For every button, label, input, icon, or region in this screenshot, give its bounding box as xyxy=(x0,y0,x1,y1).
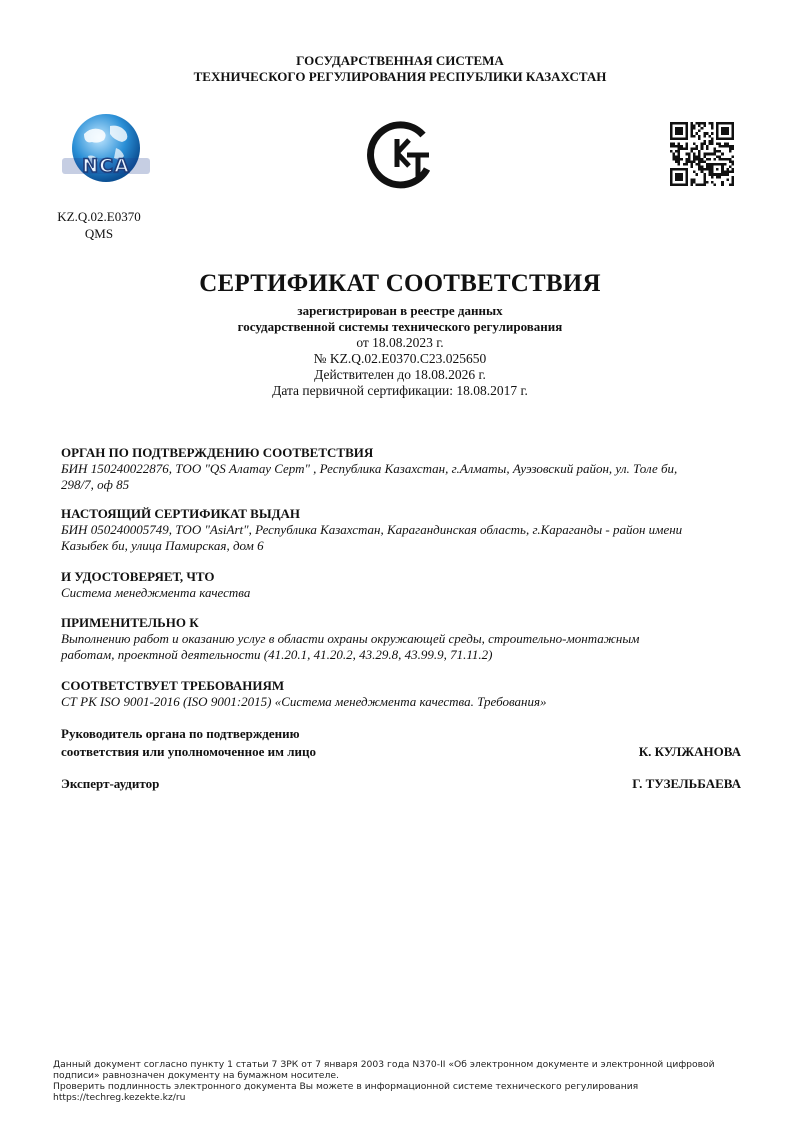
section-text-issued-to-2: Казыбек би, улица Памирская, дом 6 xyxy=(61,538,264,553)
section-heading-certifies: И УДОСТОВЕРЯЕТ, ЧТО xyxy=(61,569,215,584)
section-text-applicable-to-2: работам, проектной деятельности (41.20.1, 41.20.2, 43.29.8, 43.99.9, 71.11.2) xyxy=(61,647,493,662)
section-text-certifies: Система менеджмента качества xyxy=(61,585,251,600)
nca-globe-logo xyxy=(58,112,154,192)
header-line-2: ТЕХНИЧЕСКОГО РЕГУЛИРОВАНИЯ РЕСПУБЛИКИ КАЗАХСТАН xyxy=(193,69,607,84)
section-text-issued-to-1: БИН 050240005749, ТОО "AsiArt", Республика Казахстан, Карагандинская область, г.Караганды - район имени xyxy=(61,522,683,537)
certificate-date: от 18.08.2023 г. xyxy=(356,335,444,350)
first-certification-date: Дата первичной сертификации: 18.08.2017 г. xyxy=(272,383,528,398)
header-line-1: ГОСУДАРСТВЕННАЯ СИСТЕМА xyxy=(296,53,504,68)
qr-code xyxy=(670,122,734,186)
kt-conformity-mark xyxy=(363,117,437,191)
section-text-applicable-to-1: Выполнению работ и оказанию услуг в области охраны окружающей среды, строительно-монтажным xyxy=(61,631,640,646)
registered-line-1: зарегистрирован в реестре данных xyxy=(297,303,503,318)
expert-name: Г. ТУЗЕЛЬБАЕВА xyxy=(632,776,741,791)
section-heading-certification-body: ОРГАН ПО ПОДТВЕРЖДЕНИЮ СООТВЕТСТВИЯ xyxy=(61,445,374,460)
footer-line-1: Данный документ согласно пункту 1 статьи 7 ЗРК от 7 января 2003 года N370-II «Об электронном документе и электронной цифровой xyxy=(53,1059,715,1070)
section-heading-applicable-to: ПРИМЕНИТЕЛЬНО К xyxy=(61,615,199,630)
certificate-number: № KZ.Q.02.E0370.C23.025650 xyxy=(313,351,487,366)
registry-code: KZ.Q.02.E0370 xyxy=(57,209,141,224)
head-name: К. КУЛЖАНОВА xyxy=(638,744,741,759)
section-text-certification-body-2: 298/7, оф 85 xyxy=(61,477,130,492)
section-text-requirements: СТ РК ISO 9001-2016 (ISO 9001:2015) «Система менеджмента качества. Требования» xyxy=(61,694,547,709)
expert-role: Эксперт-аудитор xyxy=(61,776,160,791)
footer-line-2: подписи» равнозначен документу на бумажном носителе. xyxy=(53,1070,339,1081)
head-role-line-1: Руководитель органа по подтверждению xyxy=(61,726,300,741)
section-heading-issued-to: НАСТОЯЩИЙ СЕРТИФИКАТ ВЫДАН xyxy=(61,506,301,521)
section-heading-requirements: СООТВЕТСТВУЕТ ТРЕБОВАНИЯМ xyxy=(61,678,285,693)
nca-logo-text: NCA xyxy=(82,155,130,177)
section-text-certification-body-1: БИН 150240022876, ТОО "QS Алатау Серт" , Республика Казахстан, г.Алматы, Ауэзовский район, ул. Толе би, xyxy=(61,461,678,476)
registry-type: QMS xyxy=(84,226,114,241)
valid-until: Действителен до 18.08.2026 г. xyxy=(314,367,486,382)
registered-line-2: государственной системы технического регулирования xyxy=(237,319,563,334)
footer-line-3: Проверить подлинность электронного документа Вы можете в информационной системе технического регулирования xyxy=(53,1081,639,1092)
page-title: СЕРТИФИКАТ СООТВЕТСТВИЯ xyxy=(199,270,601,297)
head-role-line-2: соответствия или уполномоченное им лицо xyxy=(61,744,316,759)
footer-link[interactable]: https://techreg.kezekte.kz/ru xyxy=(53,1092,186,1103)
